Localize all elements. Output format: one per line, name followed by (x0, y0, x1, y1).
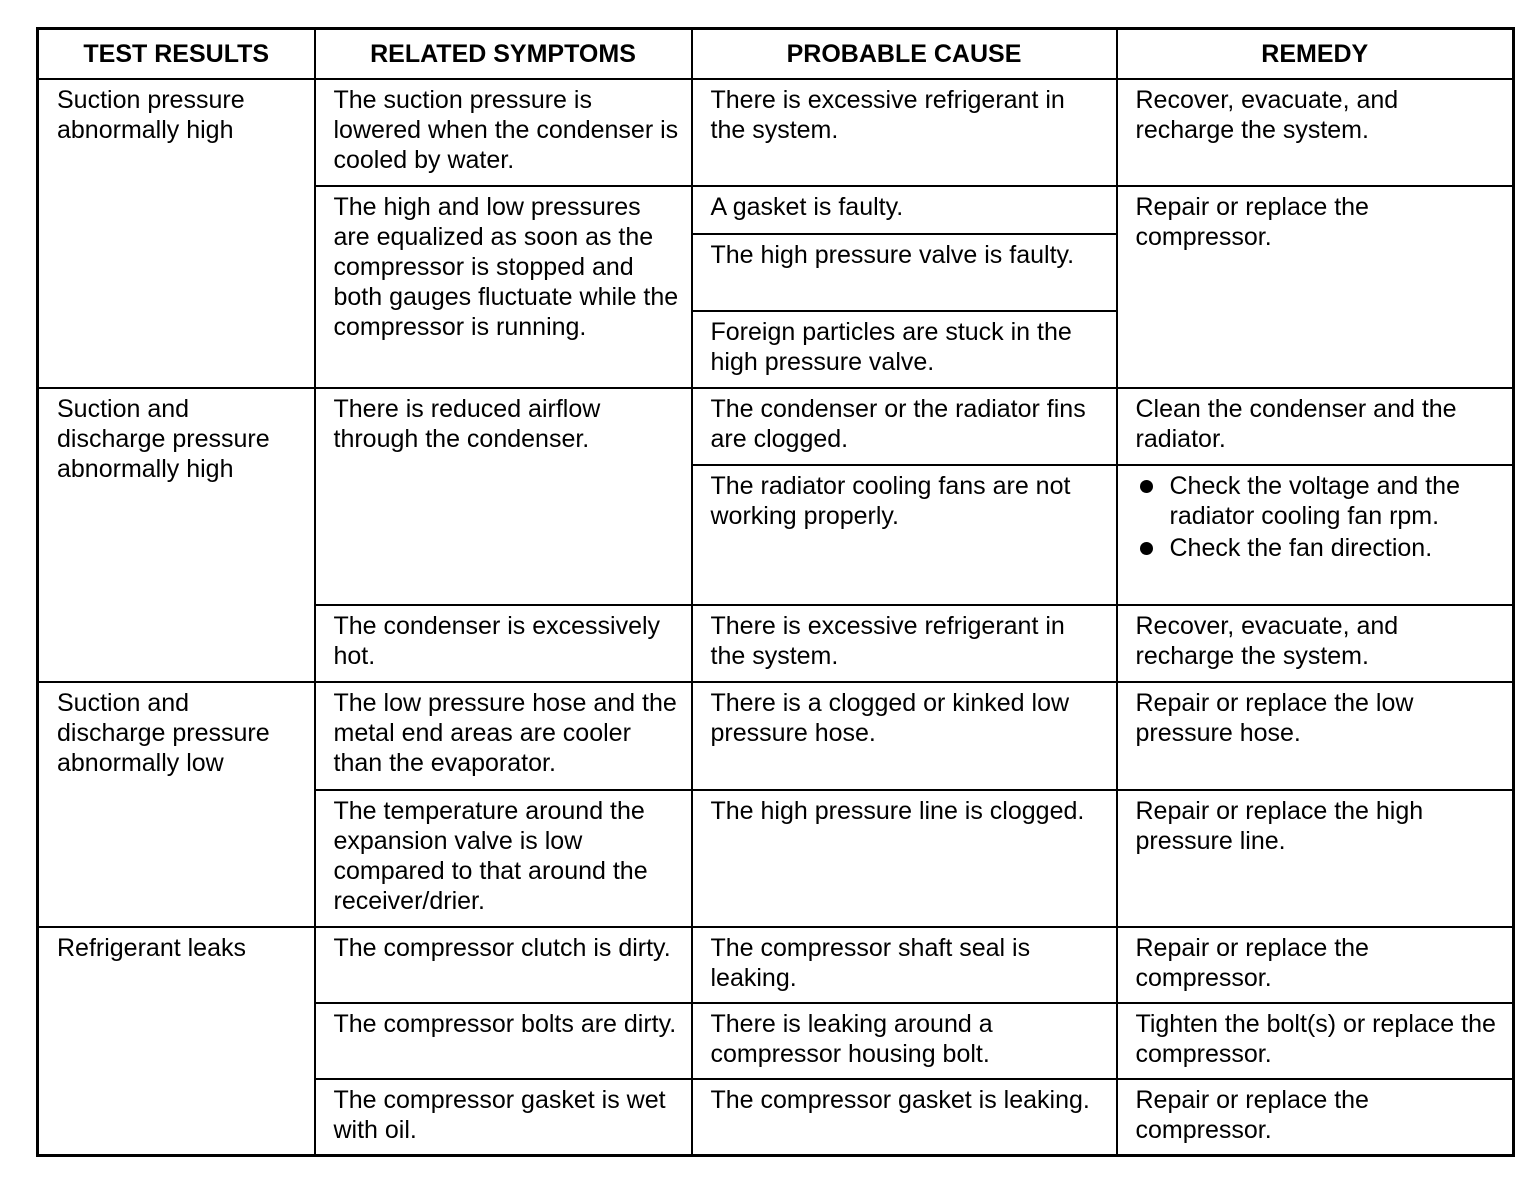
list-item (1136, 533, 1503, 563)
cause-cell: There is a clogged or kinked low pressure hose. (692, 682, 1117, 790)
symptom-cell: The compressor gasket is wet with oil. (315, 1079, 692, 1155)
test-result-cell: Suction and discharge pressure abnormally low (38, 682, 315, 927)
remedy-cell: Repair or replace the compressor. (1117, 186, 1514, 388)
cause-cell: The high pressure valve is faulty. (692, 234, 1117, 311)
remedy-cell: Repair or replace the low pressure hose. (1117, 682, 1514, 790)
symptom-cell: The compressor bolts are dirty. (315, 1003, 692, 1079)
remedy-cell: Clean the condenser and the radiator. (1117, 388, 1514, 465)
test-result-cell: Suction and discharge pressure abnormally high (38, 388, 315, 682)
cause-cell: The compressor shaft seal is leaking. (692, 927, 1117, 1003)
test-result-cell: Refrigerant leaks (38, 927, 315, 1155)
header-row (38, 29, 1514, 80)
remedy-cell: Repair or replace the compressor. (1117, 1079, 1514, 1155)
cause-cell: There is excessive refrigerant in the system. (692, 605, 1117, 682)
remedy-cell: Repair or replace the high pressure line. (1117, 790, 1514, 927)
table-row (38, 927, 1514, 1003)
remedy-cell: Tighten the bolt(s) or replace the compressor. (1117, 1003, 1514, 1079)
cause-cell: The high pressure line is clogged. (692, 790, 1117, 927)
remedy-bullet-text: Check the voltage and the radiator cooling fan rpm. (1169, 472, 1460, 530)
table-row (38, 79, 1514, 186)
remedy-cell: Repair or replace the compressor. (1117, 927, 1514, 1003)
table-row (38, 682, 1514, 790)
cause-cell: The condenser or the radiator fins are clogged. (692, 388, 1117, 465)
remedy-cell (1117, 465, 1514, 605)
header-remedy: REMEDY (1117, 29, 1514, 80)
symptom-cell: The temperature around the expansion valve is low compared to that around the receiver/drier. (315, 790, 692, 927)
cause-cell: A gasket is faulty. (692, 186, 1117, 234)
symptom-cell: The low pressure hose and the metal end areas are cooler than the evaporator. (315, 682, 692, 790)
header-test-results: TEST RESULTS (38, 29, 315, 80)
bullet-icon (1140, 480, 1153, 493)
symptom-cell: The suction pressure is lowered when the condenser is cooled by water. (315, 79, 692, 186)
cause-cell: The radiator cooling fans are not working properly. (692, 465, 1117, 605)
symptom-cell: There is reduced airflow through the condenser. (315, 388, 692, 605)
header-related-symptoms: RELATED SYMPTOMS (315, 29, 692, 80)
header-probable-cause: PROBABLE CAUSE (692, 29, 1117, 80)
bullet-icon (1140, 542, 1153, 555)
remedy-bullet-list (1136, 471, 1503, 563)
remedy-cell: Recover, evacuate, and recharge the system. (1117, 79, 1514, 186)
symptom-cell: The compressor clutch is dirty. (315, 927, 692, 1003)
list-item (1136, 471, 1503, 531)
troubleshooting-table (36, 27, 1515, 1157)
cause-cell: The compressor gasket is leaking. (692, 1079, 1117, 1155)
symptom-cell: The high and low pressures are equalized as soon as the compressor is stopped and both gauges fluctuate while the compressor is running. (315, 186, 692, 388)
test-result-cell: Suction pressure abnormally high (38, 79, 315, 388)
cause-cell: There is excessive refrigerant in the system. (692, 79, 1117, 186)
cause-cell: There is leaking around a compressor housing bolt. (692, 1003, 1117, 1079)
table-row (38, 388, 1514, 465)
remedy-cell: Recover, evacuate, and recharge the system. (1117, 605, 1514, 682)
cause-cell: Foreign particles are stuck in the high pressure valve. (692, 311, 1117, 388)
remedy-bullet-text: Check the fan direction. (1169, 534, 1433, 562)
symptom-cell: The condenser is excessively hot. (315, 605, 692, 682)
